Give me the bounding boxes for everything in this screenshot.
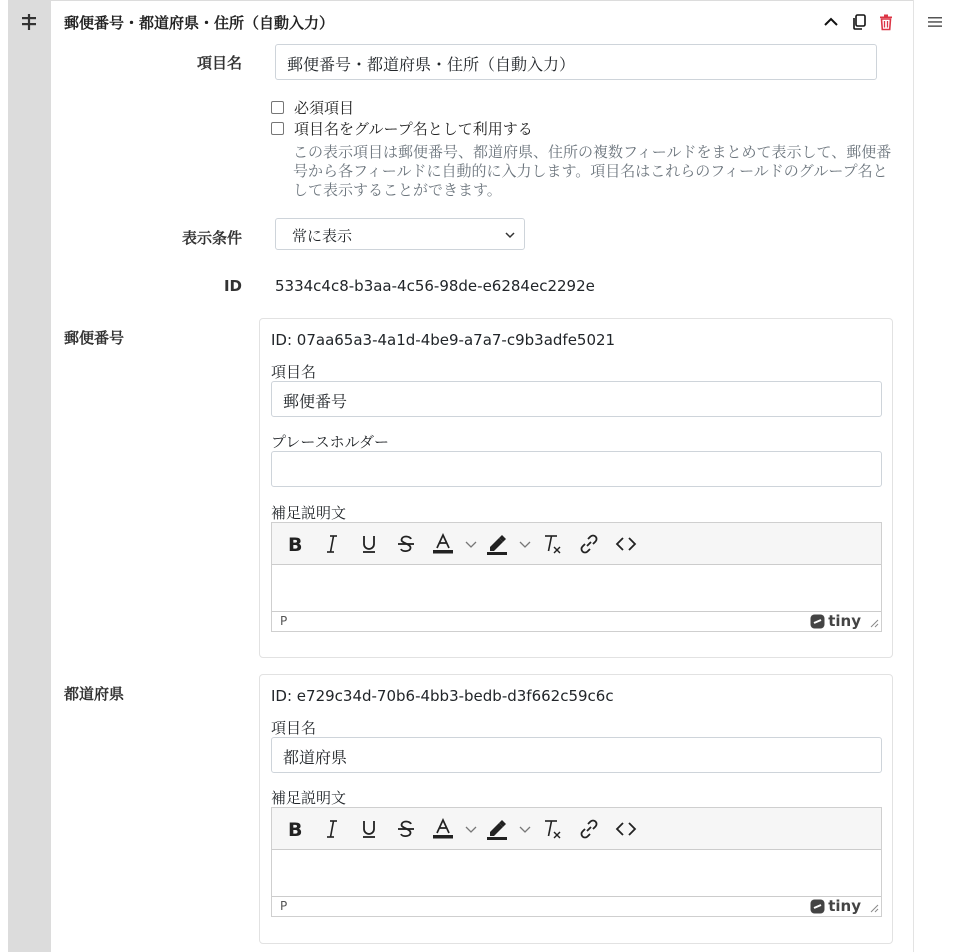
trash-icon[interactable] <box>877 13 895 31</box>
source-code-icon[interactable] <box>615 818 637 840</box>
id-label: ID <box>223 277 242 295</box>
text-color-icon[interactable] <box>432 533 454 555</box>
item-name-input[interactable]: 郵便番号・都道府県・住所（自動入力） <box>275 44 877 80</box>
copy-icon[interactable] <box>850 13 868 31</box>
italic-icon[interactable] <box>321 533 343 555</box>
prefecture-card <box>259 674 893 944</box>
underline-icon[interactable] <box>358 818 380 840</box>
prefecture-section-label: 都道府県 <box>64 685 125 703</box>
hamburger-icon[interactable] <box>928 15 942 29</box>
underline-icon[interactable] <box>358 533 380 555</box>
strikethrough-icon[interactable] <box>395 533 417 555</box>
group-name-checkbox[interactable] <box>271 122 284 135</box>
editor-element-path[interactable]: P <box>280 614 288 628</box>
chevron-down-icon <box>504 229 516 241</box>
prefecture-description-label: 補足説明文 <box>271 789 347 807</box>
field-title: 郵便番号・都道府県・住所（自動入力） <box>64 14 335 32</box>
svg-text:B: B <box>288 534 303 555</box>
postal-placeholder-label: プレースホルダー <box>271 433 390 451</box>
text-color-dropdown-icon[interactable] <box>465 538 477 550</box>
postal-card <box>259 318 893 658</box>
text-color-dropdown-icon[interactable] <box>465 823 477 835</box>
link-icon[interactable] <box>578 818 600 840</box>
chevron-up-icon[interactable] <box>822 13 840 31</box>
clear-format-icon[interactable] <box>541 533 563 555</box>
right-column <box>913 0 955 952</box>
tiny-logo-text: tiny <box>828 612 861 630</box>
source-code-icon[interactable] <box>615 533 637 555</box>
prefecture-rich-editor[interactable] <box>271 807 882 917</box>
postal-id: ID: 07aa65a3-4a1d-4be9-a7a7-c9b3adfe5021 <box>271 331 616 349</box>
drag-bar[interactable] <box>8 0 51 952</box>
highlight-dropdown-icon[interactable] <box>519 823 531 835</box>
help-text: この表示項目は郵便番号、都道府県、住所の複数フィールドをまとめて表示して、郵便番号から各フィールドに自動的に入力します。項目名はこれらのフィールドのグループ名として表示することができます。 <box>293 143 892 199</box>
required-checkbox-label[interactable]: 必須項目 <box>294 99 355 117</box>
required-checkbox[interactable] <box>271 101 284 114</box>
resize-grip-icon[interactable] <box>869 903 879 913</box>
group-name-option[interactable] <box>271 118 533 139</box>
display-condition-label: 表示条件 <box>181 229 242 247</box>
tiny-logo[interactable] <box>810 897 861 915</box>
display-condition-value: 常に表示 <box>292 227 353 245</box>
bold-icon[interactable] <box>284 533 306 555</box>
italic-icon[interactable] <box>321 818 343 840</box>
postal-section-label: 郵便番号 <box>64 329 125 347</box>
editor-toolbar <box>272 808 881 850</box>
editor-element-path[interactable]: P <box>280 899 288 913</box>
editor-statusbar <box>272 896 881 916</box>
prefecture-name-label: 項目名 <box>271 719 317 737</box>
resize-grip-icon[interactable] <box>869 618 879 628</box>
postal-name-label: 項目名 <box>271 363 317 381</box>
tiny-logo-icon <box>810 899 825 914</box>
tiny-logo[interactable] <box>810 612 861 630</box>
highlight-icon[interactable] <box>486 533 508 555</box>
drag-handle-icon[interactable] <box>21 14 37 30</box>
editor-toolbar <box>272 523 881 565</box>
strikethrough-icon[interactable] <box>395 818 417 840</box>
text-color-icon[interactable] <box>432 818 454 840</box>
svg-text:B: B <box>288 819 303 840</box>
highlight-dropdown-icon[interactable] <box>519 538 531 550</box>
link-icon[interactable] <box>578 533 600 555</box>
item-name-label: 項目名 <box>196 54 242 72</box>
clear-format-icon[interactable] <box>541 818 563 840</box>
prefecture-name-input[interactable]: 都道府県 <box>271 737 882 773</box>
postal-rich-editor[interactable] <box>271 522 882 632</box>
highlight-icon[interactable] <box>486 818 508 840</box>
display-condition-select[interactable] <box>275 218 525 250</box>
postal-description-label: 補足説明文 <box>271 504 347 522</box>
prefecture-id: ID: e729c34d-70b6-4bb3-bedb-d3f662c59c6c <box>271 687 614 705</box>
postal-name-input[interactable]: 郵便番号 <box>271 381 882 417</box>
editor-statusbar <box>272 611 881 631</box>
group-name-checkbox-label[interactable]: 項目名をグループ名として利用する <box>294 120 533 138</box>
tiny-logo-text: tiny <box>828 897 861 915</box>
tiny-logo-icon <box>810 614 825 629</box>
id-value: 5334c4c8-b3aa-4c56-98de-e6284ec2292e <box>275 277 595 295</box>
bold-icon[interactable] <box>284 818 306 840</box>
postal-placeholder-input[interactable] <box>271 451 882 487</box>
required-option[interactable] <box>271 97 354 118</box>
